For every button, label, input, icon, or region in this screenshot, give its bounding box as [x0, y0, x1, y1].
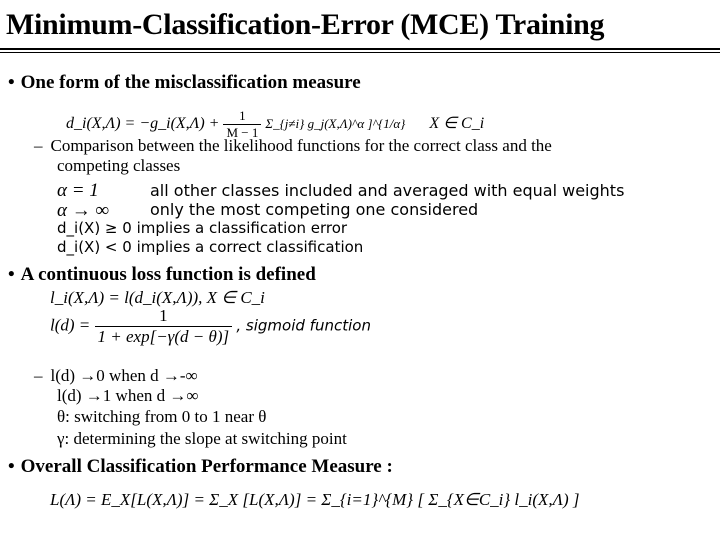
- bullet-loss-function-text: A continuous loss function is defined: [20, 264, 316, 285]
- bullet-dot: •: [8, 264, 15, 285]
- sigmoid-label: , sigmoid function: [236, 316, 371, 335]
- bullet-loss-function: [8, 264, 316, 286]
- eq1-sum: Σ_{j≠i} g_j(X,Λ)^α ]^{1/α}: [265, 116, 406, 132]
- alpha-infinity-description: only the most competing one considered: [150, 200, 479, 219]
- sigmoid-den: 1 + exp[−γ(d − θ)]: [97, 327, 230, 346]
- bullet-dot: •: [8, 456, 15, 477]
- alpha-to-infinity: α → ∞: [57, 200, 110, 221]
- sigmoid-lhs: l(d) =: [50, 315, 91, 335]
- sub-bullet-loss-properties: [34, 366, 198, 386]
- title-underline: [0, 48, 720, 50]
- sub2-line3: θ: switching from 0 to 1 near θ: [57, 407, 267, 426]
- loss-equation: l_i(X,Λ) = l(d_i(X,Λ)), X ∈ C_i: [50, 288, 265, 307]
- bullet-dot: •: [8, 72, 15, 93]
- bullet-misclassification: [8, 72, 361, 94]
- eq1-lhs: d_i(X,Λ) = −g_i(X,Λ) +: [66, 115, 220, 133]
- alpha-equals-one: α = 1: [57, 180, 99, 201]
- d-negative-implies-correct: d_i(X) < 0 implies a correct classification: [57, 238, 364, 256]
- slide-title: Minimum-Classification-Error (MCE) Training: [6, 8, 605, 41]
- sub2-line1: l(d) →0 when d →-∞: [50, 366, 198, 385]
- sigmoid-fraction: [95, 306, 233, 347]
- sigmoid-equation: [50, 306, 371, 347]
- sub1-line1: Comparison between the likelihood functions for the correct class and the: [50, 136, 552, 155]
- sub-bullet-comparison: [34, 136, 552, 156]
- sigmoid-num: 1: [95, 306, 233, 327]
- sub2-line2: l(d) →1 when d →∞: [57, 386, 199, 405]
- overall-equation: L(Λ) = E_X[L(X,Λ)] = Σ_X [L(X,Λ)] = Σ_{i=1}^{M} [ Σ_{X∈C_i} l_i(X,Λ) ]: [50, 490, 580, 509]
- eq1-frac-den: M − 1: [226, 125, 259, 140]
- bullet-overall-measure: [8, 456, 393, 478]
- bullet-misclassification-text: One form of the misclassification measure: [20, 72, 361, 93]
- alpha-one-description: all other classes included and averaged with equal weights: [150, 181, 625, 200]
- sub1-line2: competing classes: [57, 156, 181, 175]
- title-underline-thin: [0, 52, 720, 53]
- dash-marker: –: [34, 366, 43, 385]
- eq1-frac-num: 1: [223, 108, 261, 125]
- bullet-overall-measure-text: Overall Classification Performance Measure :: [20, 456, 393, 477]
- eq1-condition: X ∈ C_i: [429, 115, 485, 133]
- sub2-line4: γ: determining the slope at switching point: [57, 429, 347, 448]
- d-nonnegative-implies-error: d_i(X) ≥ 0 implies a classification error: [57, 219, 348, 237]
- dash-marker: –: [34, 136, 43, 155]
